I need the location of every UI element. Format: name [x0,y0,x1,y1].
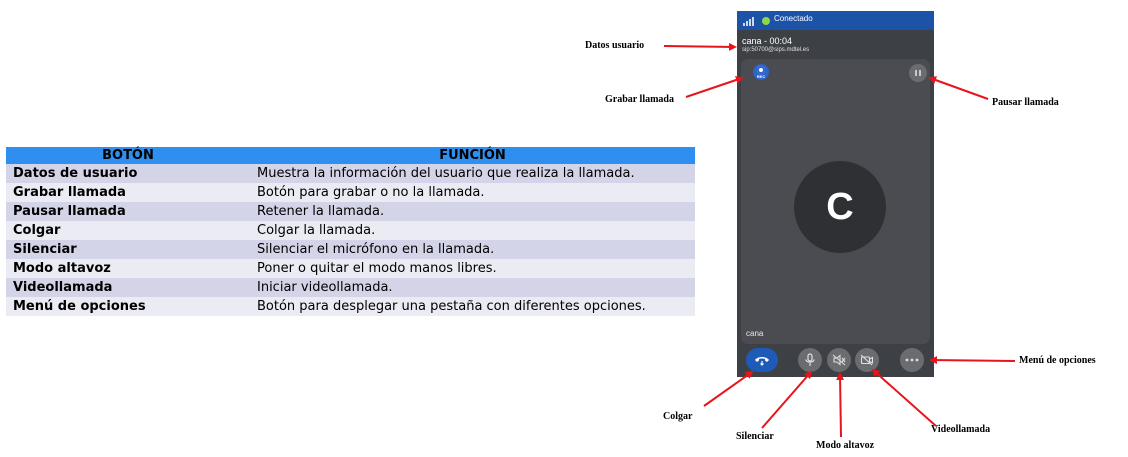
arrow-menu-opciones [931,360,1015,361]
callout-videollamada: Videollamada [931,424,991,435]
row-button-name: Datos de usuario [6,164,250,183]
row-function: Colgar la llamada. [250,221,695,240]
row-function: Iniciar videollamada. [250,278,695,297]
arrow-modo-altavoz [840,374,841,437]
callout-silenciar: Silenciar [736,431,774,442]
row-function: Botón para grabar o no la llamada. [250,183,695,202]
row-function: Muestra la información del usuario que realiza la llamada. [250,164,695,183]
row-button-name: Silenciar [6,240,250,259]
callout-grabar-llamada: Grabar llamada [605,94,674,105]
callout-menu-opciones: Menú de opciones [1019,355,1096,366]
record-label: REC [756,74,766,79]
row-button-name: Colgar [6,221,250,240]
row-function: Poner o quitar el modo manos libres. [250,259,695,278]
row-button-name: Modo altavoz [6,259,250,278]
row-button-name: Menú de opciones [6,297,250,316]
caller-sip: sip:50700@sips.mdtel.es [742,47,810,53]
callout-modo-altavoz: Modo altavoz [816,440,875,451]
row-button-name: Grabar llamada [6,183,250,202]
header-funcion: FUNCIÓN [250,147,695,164]
arrow-pausar-llamada [930,78,988,99]
status-text: Conectado [774,14,813,23]
callout-pausar-llamada: Pausar llamada [992,97,1059,108]
row-button-name: Videollamada [6,278,250,297]
caller-name: cana - 00:04 [742,36,793,46]
header-boton: BOTÓN [6,147,250,164]
avatar-letter: C [826,186,854,228]
arrow-grabar-llamada [686,78,742,97]
participant-label: cana [746,329,764,338]
row-function: Silenciar el micrófono en la llamada. [250,240,695,259]
arrow-datos-usuario [664,46,735,47]
arrow-colgar [704,372,752,406]
arrow-silenciar [762,372,811,428]
row-function: Botón para desplegar una pestaña con diferentes opciones. [250,297,695,316]
row-button-name: Pausar llamada [6,202,250,221]
row-function: Retener la llamada. [250,202,695,221]
callout-datos-usuario: Datos usuario [585,40,645,51]
callout-colgar: Colgar [663,411,693,422]
arrow-videollamada [873,370,936,426]
